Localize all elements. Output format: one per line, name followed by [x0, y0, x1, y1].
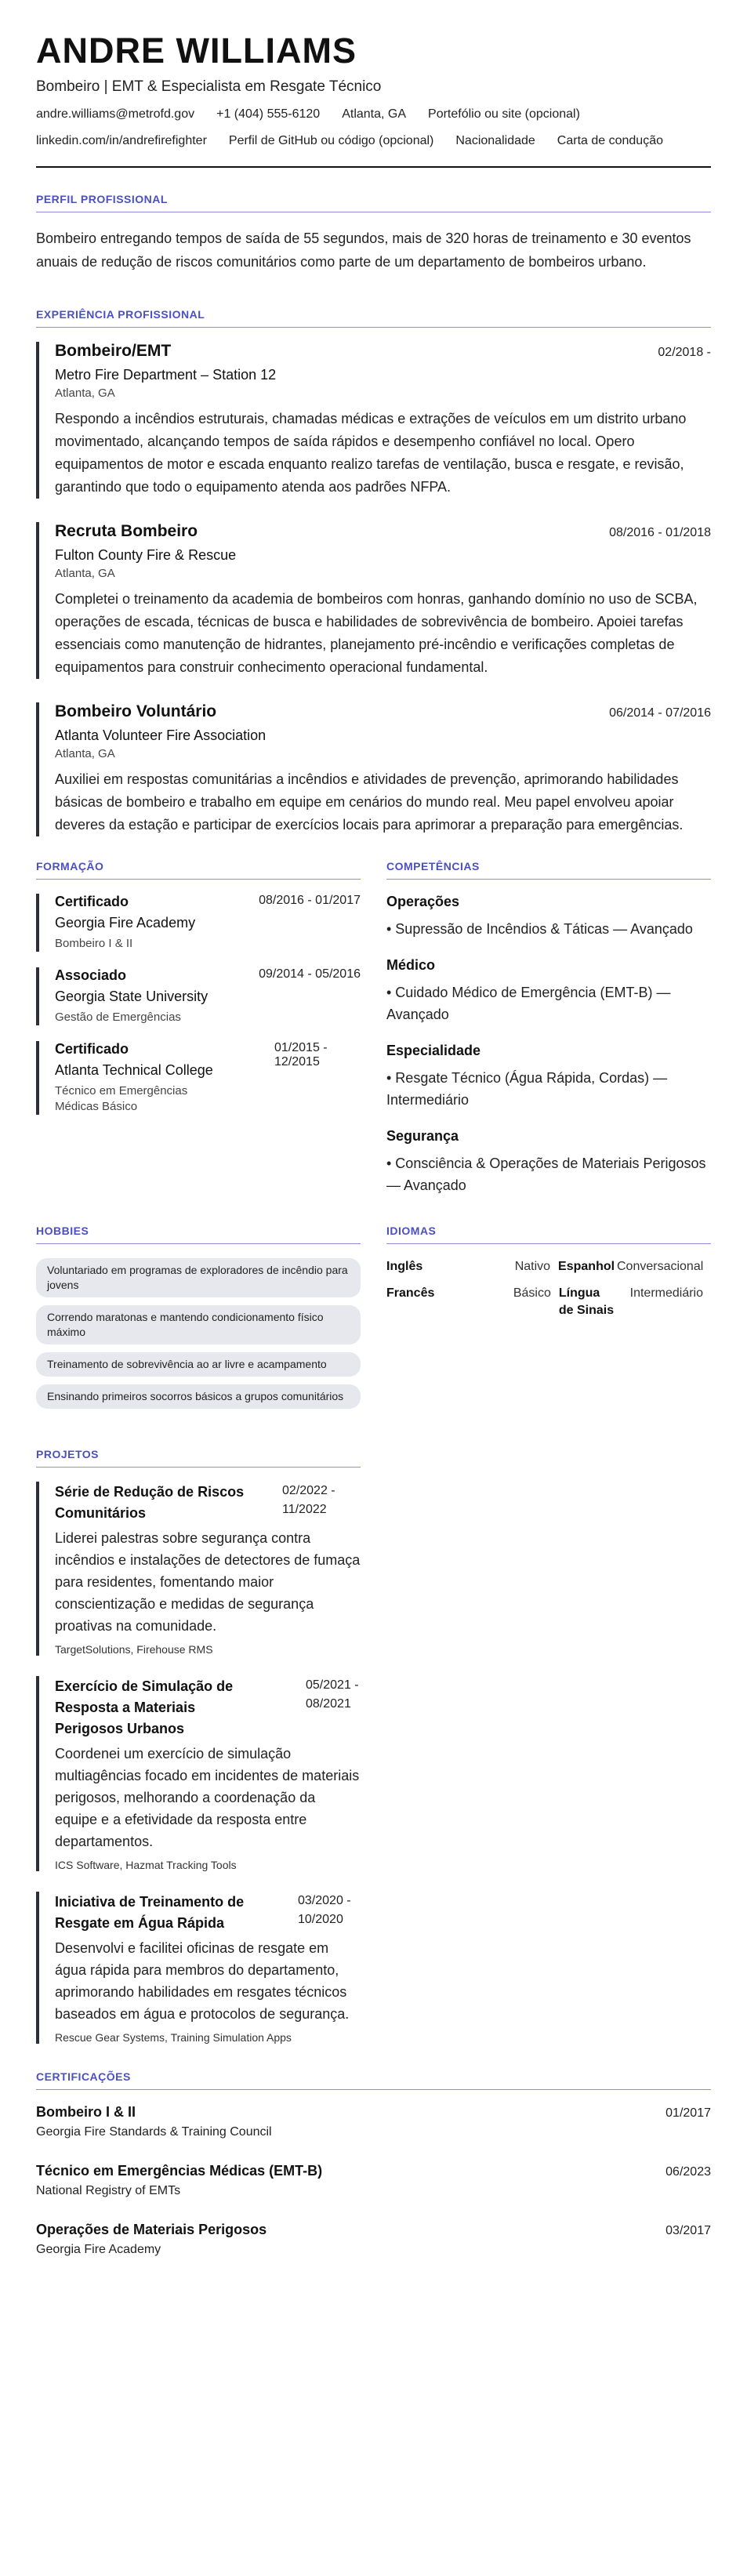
skill-entry: • Supressão de Incêndios & Táticas — Avançado	[386, 920, 693, 937]
experience-heading: EXPERIÊNCIA PROFISSIONAL	[36, 308, 711, 328]
summary-text: Bombeiro entregando tempos de saída de 55 segundos, mais de 320 horas de treinamento e 30 eventos anuais de redução de riscos comunitários como parte de um departamento de bombeiros urbano.	[36, 230, 691, 270]
contact-nationality: Nacionalidade	[455, 133, 535, 147]
education-heading: FORMAÇÃO	[36, 860, 361, 880]
contact-github[interactable]: Perfil de GitHub ou código (opcional)	[228, 133, 434, 147]
projects-heading: PROJETOS	[36, 1448, 361, 1468]
education-degree: Certificado	[55, 893, 129, 909]
headline: Bombeiro | EMT & Especialista em Resgate Técnico	[36, 78, 382, 95]
skill-category: Médico	[386, 956, 436, 973]
header-divider	[36, 166, 711, 168]
job-description: Auxiliei em respostas comunitárias a incêndios e atividades de prevenção, aprimorando habilidades básicas de bombeiro e trabalho em equipe em cenários do mundo real. Meu papel envolveu apoiar deveres da estação e participar de exercícios locais para aprimorar a preparação para emergências.	[55, 771, 684, 833]
job-title: Bombeiro Voluntário	[55, 702, 217, 720]
hobby-tag: Voluntariado em programas de exploradores de incêndio para jovens	[36, 1258, 361, 1297]
hobby-tag: Correndo maratonas e mantendo condicionamento físico máximo	[36, 1305, 361, 1344]
project-title: Iniciativa de Treinamento de Resgate em Água Rápida	[55, 1893, 245, 1931]
hobby-tag: Ensinando primeiros socorros básicos a grupos comunitários	[36, 1384, 361, 1409]
job-dates: 08/2016 - 01/2018	[609, 525, 711, 539]
project-tools: Rescue Gear Systems, Training Simulation Apps	[55, 2030, 292, 2044]
job-dates: 06/2014 - 07/2016	[609, 706, 711, 720]
skill-group	[386, 957, 711, 1025]
language-row	[386, 1285, 711, 1319]
education-field: Gestão de Emergências	[55, 1010, 181, 1024]
job-location: Atlanta, GA	[55, 746, 115, 760]
skill-entry: • Resgate Técnico (Água Rápida, Cordas) — Intermediário	[386, 1069, 668, 1108]
skill-group	[386, 1043, 711, 1111]
hobbies-heading: HOBBIES	[36, 1225, 361, 1244]
language-level: Conversacional	[616, 1259, 704, 1273]
language-name: Inglês	[386, 1259, 423, 1273]
skill-category: Segurança	[386, 1127, 459, 1144]
certification-item	[36, 2104, 711, 2139]
project-dates: 02/2022 - 11/2022	[282, 1483, 335, 1516]
education-dates: 08/2016 - 01/2017	[259, 893, 361, 907]
project-item	[36, 1482, 361, 1656]
education-section	[36, 860, 361, 1214]
certifications-heading: CERTIFICAÇÕES	[36, 2070, 711, 2090]
certification-date: 06/2023	[665, 2164, 711, 2179]
job-description: Completei o treinamento da academia de bombeiros com honras, ganhando domínio no uso de SCBA, operações de escada, técnicas de busca e habilidades de sobrevivência de bombeiro. Apoiei tarefas essenciais como manutenção de hidrantes, planejamento pré-incêndio e verificações completas de equipamentos para construir conhecimento operacional fundamental.	[55, 590, 698, 675]
job-employer: Atlanta Volunteer Fire Association	[55, 727, 267, 743]
certification-date: 03/2017	[665, 2223, 711, 2237]
project-description: Liderei palestras sobre segurança contra incêndios e instalações de detectores de fumaça para residentes, fomentando maior conscientização e medidas de segurança proativas na comunidade.	[55, 1529, 361, 1634]
education-dates: 09/2014 - 05/2016	[259, 967, 361, 981]
certification-item	[36, 2222, 711, 2257]
skill-category: Especialidade	[386, 1042, 481, 1058]
job-location: Atlanta, GA	[55, 566, 115, 580]
certification-issuer: National Registry of EMTs	[36, 2183, 181, 2197]
education-item	[36, 967, 361, 1025]
education-degree: Certificado	[55, 1040, 129, 1057]
certification-name: Operações de Materiais Perigosos	[36, 2221, 267, 2237]
projects-section	[36, 1448, 361, 2044]
education-item	[36, 1041, 361, 1115]
languages-section	[386, 1225, 711, 1417]
experience-item	[36, 522, 711, 679]
project-dates: 05/2021 - 08/2021	[306, 1678, 359, 1711]
skill-category: Operações	[386, 893, 460, 909]
job-location: Atlanta, GA	[55, 386, 115, 400]
project-tools: TargetSolutions, Firehouse RMS	[55, 1642, 213, 1656]
candidate-name: ANDRE WILLIAMS	[36, 31, 357, 71]
certifications-section	[36, 2070, 711, 2257]
certification-issuer: Georgia Fire Academy	[36, 2242, 161, 2256]
language-name: Francês	[386, 1286, 435, 1300]
education-dates: 01/2015 - 12/2015	[274, 1040, 328, 1068]
education-school: Atlanta Technical College	[55, 1061, 213, 1078]
education-school: Georgia Fire Academy	[55, 914, 196, 931]
project-tools: ICS Software, Hazmat Tracking Tools	[55, 1858, 237, 1871]
language-level: Nativo	[514, 1259, 551, 1273]
contact-linkedin[interactable]: linkedin.com/in/andrefirefighter	[36, 133, 207, 147]
languages-heading: IDIOMAS	[386, 1225, 711, 1244]
job-dates: 02/2018 -	[658, 345, 711, 359]
education-degree: Associado	[55, 967, 127, 983]
certification-date: 01/2017	[665, 2106, 711, 2120]
contact-phone[interactable]: +1 (404) 555-6120	[216, 107, 321, 121]
skill-entry: • Consciência & Operações de Materiais Perigosos — Avançado	[386, 1155, 706, 1193]
skill-group	[386, 894, 711, 940]
experience-item	[36, 702, 711, 836]
contact-email[interactable]: andre.williams@metrofd.gov	[36, 107, 195, 121]
language-row	[386, 1258, 711, 1275]
skills-heading: COMPETÊNCIAS	[386, 860, 711, 880]
skill-group	[386, 1128, 711, 1196]
education-field: Bombeiro I & II	[55, 936, 133, 950]
skill-entry: • Cuidado Médico de Emergência (EMT-B) — Avançado	[386, 984, 671, 1022]
job-employer: Metro Fire Department – Station 12	[55, 366, 277, 383]
language-name: Língua de Sinais	[558, 1286, 615, 1317]
job-employer: Fulton County Fire & Rescue	[55, 546, 237, 563]
job-description: Respondo a incêndios estruturais, chamadas médicas e extrações de veículos em um distrito urbano movimentado, alcançando tempos de saída rápidos e desempenho confiável no local. Opero equipamentos de motor e escada enquanto realizo tarefas de ventilação, busca e resgate, e revisão, garantindo que todo o equipamento atenda aos padrões NFPA.	[55, 410, 687, 495]
certification-item	[36, 2163, 711, 2198]
job-title: Bombeiro/EMT	[55, 341, 172, 360]
project-title: Série de Redução de Riscos Comunitários	[55, 1483, 245, 1521]
language-level: Básico	[513, 1286, 551, 1300]
hobby-tag: Treinamento de sobrevivência ao ar livre e acampamento	[36, 1352, 361, 1377]
project-title: Exercício de Simulação de Resposta a Materiais Perigosos Urbanos	[55, 1678, 234, 1736]
certification-name: Bombeiro I & II	[36, 2103, 136, 2120]
experience-list	[36, 342, 711, 836]
skills-section	[386, 860, 711, 1214]
education-school: Georgia State University	[55, 988, 209, 1004]
project-description: Coordenei um exercício de simulação multiagências focado em incidentes de materiais perigosos, melhorando a coordenação da equipe e a efetividade da resposta entre departamentos.	[55, 1745, 360, 1849]
certification-name: Técnico em Emergências Médicas (EMT-B)	[36, 2162, 323, 2179]
language-name: Espanhol	[558, 1259, 615, 1273]
contact-license: Carta de condução	[557, 133, 663, 147]
project-dates: 03/2020 - 10/2020	[298, 1893, 351, 1926]
summary-heading: PERFIL PROFISSIONAL	[36, 193, 711, 212]
contact-portfolio[interactable]: Portefólio ou site (opcional)	[428, 107, 580, 121]
education-item	[36, 894, 361, 952]
certification-issuer: Georgia Fire Standards & Training Council	[36, 2124, 272, 2139]
contact-location: Atlanta, GA	[342, 107, 407, 121]
project-item	[36, 1892, 361, 2044]
experience-item	[36, 342, 711, 499]
hobbies-languages-row	[36, 1225, 711, 1417]
job-title: Recruta Bombeiro	[55, 521, 198, 540]
education-field: Técnico em Emergências Médicas Básico	[55, 1083, 188, 1113]
contact-list	[36, 107, 711, 149]
hobbies-section	[36, 1225, 361, 1417]
project-item	[36, 1676, 361, 1871]
language-level: Intermediário	[629, 1286, 703, 1300]
education-skills-row	[36, 860, 711, 1214]
project-description: Desenvolvi e facilitei oficinas de resgate em água rápida para membros do departamento, aprimorando habilidades em resgates técnicos baseados em água e protocolos de segurança.	[55, 1939, 350, 2022]
